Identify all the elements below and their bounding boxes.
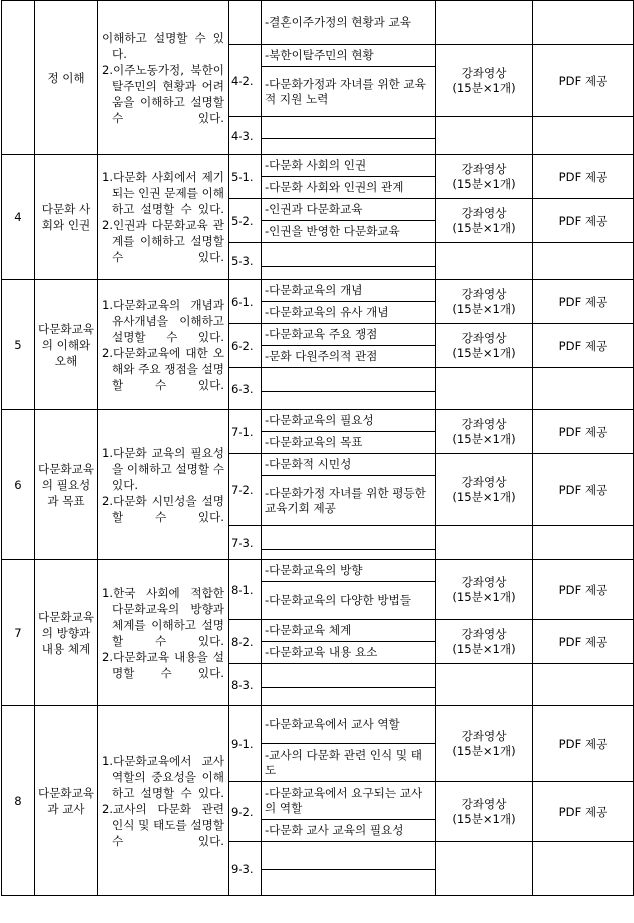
objective-item: 이해하고 설명할 수 있다.	[102, 30, 224, 61]
curriculum-body	[2, 1, 634, 896]
content-text: -다문화교육의 목표	[265, 435, 363, 449]
session-content	[262, 842, 436, 870]
content-text: -인권을 반영한 다문화교육	[265, 224, 400, 238]
session-content	[262, 560, 436, 582]
pdf-provided	[533, 368, 634, 410]
objective-item: 2.다문화 시민성을 설명할 수 있다.	[102, 493, 224, 524]
module-number: 5	[2, 280, 35, 410]
session-content	[262, 67, 436, 117]
pdf-provided: PDF 제공	[533, 45, 634, 117]
session-content	[262, 476, 436, 526]
objective-item: 1.다문화 사회에서 제기되는 인권 문제를 이해하고 설명할 수 있다.	[102, 170, 224, 216]
session-content	[262, 664, 436, 688]
session-content	[262, 302, 436, 324]
session-content	[262, 155, 436, 177]
session-code: 8-3.	[229, 664, 262, 706]
delivery-method	[436, 664, 533, 706]
session-code: 6-2.	[229, 324, 262, 368]
pdf-provided	[533, 243, 634, 280]
session-code: 4-2.	[229, 45, 262, 117]
session-code: 9-3.	[229, 842, 262, 896]
learning-objectives	[98, 560, 229, 706]
session-code: 5-2.	[229, 199, 262, 243]
content-text: -북한이탈주민의 현황	[265, 48, 374, 62]
pdf-provided	[533, 842, 634, 896]
table-row	[2, 155, 634, 177]
pdf-provided: PDF 제공	[533, 155, 634, 199]
module-number: 8	[2, 706, 35, 896]
pdf-provided	[533, 664, 634, 706]
session-code: 9-2.	[229, 782, 262, 842]
module-topic: 정 이해	[35, 1, 98, 155]
pdf-provided: PDF 제공	[533, 454, 634, 526]
session-content	[262, 117, 436, 139]
curriculum-table	[1, 0, 634, 896]
pdf-provided	[533, 526, 634, 560]
session-code: 8-2.	[229, 620, 262, 664]
session-content	[262, 221, 436, 243]
pdf-provided: PDF 제공	[533, 560, 634, 620]
session-content	[262, 1, 436, 45]
module-topic: 다문화교육의 이해와 오해	[35, 280, 98, 410]
session-code	[229, 1, 262, 45]
content-text: -다문화교육에서 교사 역할	[265, 717, 400, 731]
delivery-method	[436, 117, 533, 155]
module-topic: 다문화교육과 교사	[35, 706, 98, 896]
content-text: -다문화 사회의 인권	[265, 158, 367, 172]
pdf-provided: PDF 제공	[533, 324, 634, 368]
module-number: 4	[2, 155, 35, 280]
delivery-method: 강좌영상 (15분×1개)	[436, 324, 533, 368]
session-content	[262, 870, 436, 896]
table-row	[2, 560, 634, 582]
session-content	[262, 346, 436, 368]
session-code: 4-3.	[229, 117, 262, 155]
session-content	[262, 177, 436, 199]
delivery-method	[436, 243, 533, 280]
delivery-method: 강좌영상 (15분×1개)	[436, 620, 533, 664]
delivery-method: 강좌영상 (15분×1개)	[436, 454, 533, 526]
session-content	[262, 368, 436, 392]
table-row	[2, 410, 634, 432]
delivery-method: 강좌영상 (15분×1개)	[436, 706, 533, 782]
pdf-provided	[533, 1, 634, 45]
learning-objectives	[98, 155, 229, 280]
session-code: 7-2.	[229, 454, 262, 526]
delivery-method: 강좌영상 (15분×1개)	[436, 560, 533, 620]
session-content	[262, 620, 436, 642]
delivery-method: 강좌영상 (15분×1개)	[436, 155, 533, 199]
delivery-method: 강좌영상 (15분×1개)	[436, 199, 533, 243]
learning-objectives	[98, 706, 229, 896]
content-text: -다문화교육 주요 쟁점	[265, 327, 378, 341]
session-content	[262, 243, 436, 267]
session-content	[262, 688, 436, 706]
delivery-method	[436, 368, 533, 410]
objective-item: 2.이주노동가정, 북한이탈주민의 현황과 어려움을 이해하고 설명할 수 있다.	[102, 62, 224, 125]
content-text: -다문화 교사 교육의 필요성	[265, 823, 404, 837]
content-text: -다문화가정 자녀를 위한 평등한 교육기회 제공	[265, 485, 426, 515]
objective-item: 1.한국 사회에 적합한 다문화교육의 방향과 체계를 이해하고 설명할 수 있다.	[102, 585, 224, 648]
session-content	[262, 45, 436, 67]
objective-item: 2.다문화교육 내용을 설명할 수 있다.	[102, 649, 224, 680]
objective-item: 2.인권과 다문화교육 관계를 이해하고 설명할 수 있다.	[102, 218, 224, 264]
module-topic: 다문화교육의 방향과 내용 체계	[35, 560, 98, 706]
session-content	[262, 410, 436, 432]
table-row	[2, 280, 634, 302]
delivery-method: 강좌영상 (15분×1개)	[436, 782, 533, 842]
module-number	[2, 1, 35, 155]
session-code: 5-1.	[229, 155, 262, 199]
session-content	[262, 550, 436, 560]
learning-objectives	[98, 1, 229, 155]
pdf-provided: PDF 제공	[533, 782, 634, 842]
module-number: 7	[2, 560, 35, 706]
delivery-method: 강좌영상 (15분×1개)	[436, 45, 533, 117]
session-content	[262, 744, 436, 782]
session-code: 7-3.	[229, 526, 262, 560]
session-content	[262, 820, 436, 842]
content-text: -결혼이주가정의 현황과 교육	[265, 15, 411, 29]
module-topic: 다문화 사회와 인권	[35, 155, 98, 280]
pdf-provided: PDF 제공	[533, 620, 634, 664]
session-code: 7-1.	[229, 410, 262, 454]
delivery-method: 강좌영상 (15분×1개)	[436, 410, 533, 454]
content-text: -다문화교육의 방향	[265, 563, 363, 577]
session-content	[262, 267, 436, 280]
session-code: 9-1.	[229, 706, 262, 782]
session-content	[262, 324, 436, 346]
session-content	[262, 280, 436, 302]
content-text: -다문화교육의 개념	[265, 283, 363, 297]
content-text: -다문화교육 내용 요소	[265, 645, 378, 659]
delivery-method	[436, 842, 533, 896]
delivery-method: 강좌영상 (15분×1개)	[436, 280, 533, 324]
content-text: -다문화 사회와 인권의 관계	[265, 180, 404, 194]
objective-item: 2.다문화교육에 대한 오해와 주요 쟁점을 설명할 수 있다.	[102, 345, 224, 392]
pdf-provided: PDF 제공	[533, 199, 634, 243]
learning-objectives	[98, 410, 229, 560]
content-text: -다문화적 시민성	[265, 457, 352, 471]
session-content	[262, 139, 436, 155]
content-text: -다문화가정과 자녀를 위한 교육적 지원 노력	[265, 76, 426, 106]
pdf-provided: PDF 제공	[533, 280, 634, 324]
table-row	[2, 1, 634, 45]
content-text: -다문화교육의 다양한 방법들	[265, 593, 411, 607]
objective-item: 1.다문화교육의 개념과 유사개념을 이해하고 설명할 수 있다.	[102, 297, 224, 344]
session-code: 8-1.	[229, 560, 262, 620]
delivery-method	[436, 1, 533, 45]
content-text: -교사의 다문화 관련 인식 및 태도	[265, 747, 423, 777]
pdf-provided: PDF 제공	[533, 706, 634, 782]
session-content	[262, 199, 436, 221]
objective-item: 1.다문화 교육의 필요성을 이해하고 설명할 수 있다.	[102, 445, 224, 492]
session-content	[262, 526, 436, 550]
objective-item: 2.교사의 다문화 관련 인식 및 태도를 설명할 수 있다.	[102, 801, 224, 848]
session-content	[262, 582, 436, 620]
session-code: 5-3.	[229, 243, 262, 280]
table-row	[2, 706, 634, 744]
session-content	[262, 706, 436, 744]
content-text: -다문화교육 체계	[265, 623, 352, 637]
pdf-provided: PDF 제공	[533, 410, 634, 454]
content-text: -다문화교육의 필요성	[265, 413, 374, 427]
learning-objectives	[98, 280, 229, 410]
session-content	[262, 642, 436, 664]
pdf-provided	[533, 117, 634, 155]
content-text: -문화 다원주의적 관점	[265, 349, 378, 363]
content-text: -다문화교육의 유사 개념	[265, 305, 389, 319]
content-text: -인권과 다문화교육	[265, 202, 363, 216]
objective-item: 1.다문화교육에서 교사 역할의 중요성을 이해하고 설명할 수 있다.	[102, 753, 224, 800]
content-text: -다문화교육에서 요구되는 교사의 역할	[265, 785, 423, 815]
session-content	[262, 392, 436, 410]
session-code: 6-1.	[229, 280, 262, 324]
session-content	[262, 454, 436, 476]
session-content	[262, 432, 436, 454]
module-number: 6	[2, 410, 35, 560]
module-topic: 다문화교육의 필요성과 목표	[35, 410, 98, 560]
session-code: 6-3.	[229, 368, 262, 410]
session-content	[262, 782, 436, 820]
delivery-method	[436, 526, 533, 560]
